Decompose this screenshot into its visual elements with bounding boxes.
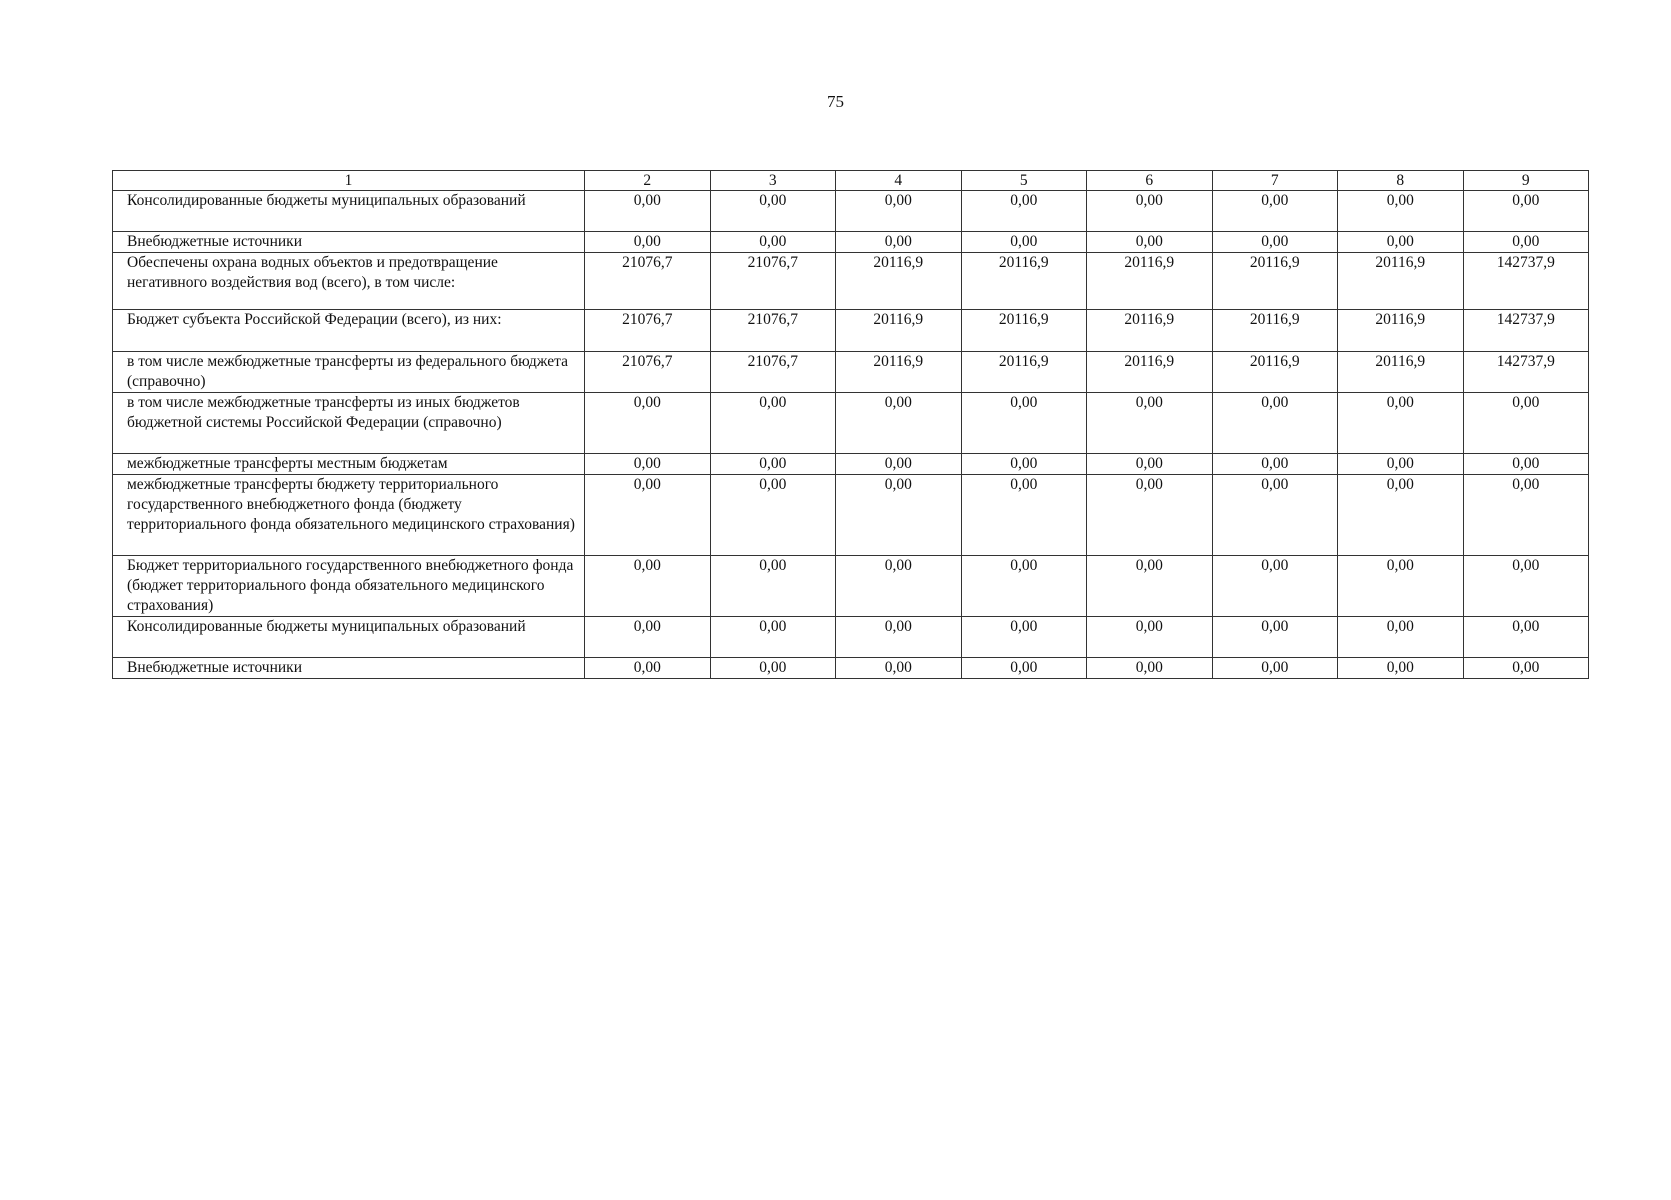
financing-table-container: [112, 170, 1588, 679]
cell-value: 0,00: [1087, 232, 1213, 253]
row-label: Бюджет территориального государственного внебюджетного фонда (бюджет территориального фонда обязательного медицинского страхования): [113, 556, 585, 617]
cell-value: 20116,9: [1212, 352, 1338, 393]
cell-value: 0,00: [961, 475, 1087, 556]
cell-value: 0,00: [1338, 658, 1464, 679]
cell-value: 0,00: [1338, 475, 1464, 556]
cell-value: 0,00: [1212, 191, 1338, 232]
cell-value: 0,00: [1087, 454, 1213, 475]
cell-value: 142737,9: [1463, 253, 1589, 310]
cell-value: 0,00: [1212, 475, 1338, 556]
cell-value: 20116,9: [961, 352, 1087, 393]
cell-value: 0,00: [710, 191, 836, 232]
table-header-row: [113, 171, 1589, 191]
cell-value: 0,00: [836, 475, 962, 556]
cell-value: 20116,9: [1087, 352, 1213, 393]
column-header: 2: [585, 171, 711, 191]
cell-value: 0,00: [1338, 556, 1464, 617]
cell-value: 0,00: [710, 556, 836, 617]
cell-value: 0,00: [1338, 232, 1464, 253]
cell-value: 0,00: [1212, 556, 1338, 617]
cell-value: 0,00: [961, 232, 1087, 253]
cell-value: 0,00: [585, 556, 711, 617]
cell-value: 0,00: [1463, 232, 1589, 253]
table-row: [113, 352, 1589, 393]
cell-value: 0,00: [585, 191, 711, 232]
cell-value: 0,00: [961, 454, 1087, 475]
cell-value: 0,00: [1338, 191, 1464, 232]
cell-value: 0,00: [836, 617, 962, 658]
column-header: 8: [1338, 171, 1464, 191]
row-label: Консолидированные бюджеты муниципальных образований: [113, 617, 585, 658]
column-header: 3: [710, 171, 836, 191]
row-label: межбюджетные трансферты местным бюджетам: [113, 454, 585, 475]
cell-value: 21076,7: [585, 352, 711, 393]
table-row: [113, 393, 1589, 454]
table-row: [113, 310, 1589, 352]
cell-value: 0,00: [1463, 191, 1589, 232]
cell-value: 0,00: [1463, 475, 1589, 556]
cell-value: 0,00: [585, 393, 711, 454]
cell-value: 0,00: [1463, 454, 1589, 475]
cell-value: 0,00: [961, 658, 1087, 679]
cell-value: 0,00: [1463, 658, 1589, 679]
column-header: 5: [961, 171, 1087, 191]
cell-value: 142737,9: [1463, 310, 1589, 352]
column-header: 1: [113, 171, 585, 191]
cell-value: 20116,9: [1338, 352, 1464, 393]
cell-value: 0,00: [585, 617, 711, 658]
cell-value: 0,00: [1212, 617, 1338, 658]
cell-value: 0,00: [1212, 454, 1338, 475]
row-label: Обеспечены охрана водных объектов и предотвращение негативного воздействия вод (всего), в том числе:: [113, 253, 585, 310]
cell-value: 20116,9: [836, 310, 962, 352]
cell-value: 0,00: [961, 556, 1087, 617]
table-row: [113, 556, 1589, 617]
cell-value: 20116,9: [1212, 310, 1338, 352]
cell-value: 0,00: [710, 232, 836, 253]
cell-value: 0,00: [1087, 393, 1213, 454]
row-label: Бюджет субъекта Российской Федерации (всего), из них:: [113, 310, 585, 352]
row-label: в том числе межбюджетные трансферты из федерального бюджета (справочно): [113, 352, 585, 393]
cell-value: 0,00: [1212, 658, 1338, 679]
cell-value: 0,00: [836, 393, 962, 454]
cell-value: 20116,9: [1087, 310, 1213, 352]
cell-value: 0,00: [1463, 617, 1589, 658]
row-label: межбюджетные трансферты бюджету территориального государственного внебюджетного фонда (бюджету территориального фонда обязательного медицинского страхования): [113, 475, 585, 556]
cell-value: 0,00: [710, 475, 836, 556]
cell-value: 0,00: [1087, 556, 1213, 617]
column-header: 4: [836, 171, 962, 191]
cell-value: 0,00: [585, 454, 711, 475]
cell-value: 0,00: [961, 617, 1087, 658]
cell-value: 0,00: [1212, 232, 1338, 253]
cell-value: 0,00: [1463, 393, 1589, 454]
cell-value: 0,00: [710, 454, 836, 475]
row-label: Консолидированные бюджеты муниципальных образований: [113, 191, 585, 232]
cell-value: 0,00: [710, 617, 836, 658]
cell-value: 20116,9: [961, 253, 1087, 310]
cell-value: 21076,7: [585, 253, 711, 310]
cell-value: 0,00: [1212, 393, 1338, 454]
cell-value: 0,00: [961, 191, 1087, 232]
page-number: 75: [827, 92, 844, 111]
cell-value: 20116,9: [1338, 253, 1464, 310]
cell-value: 20116,9: [1338, 310, 1464, 352]
cell-value: 20116,9: [1212, 253, 1338, 310]
column-header: 7: [1212, 171, 1338, 191]
cell-value: 0,00: [1338, 617, 1464, 658]
cell-value: 0,00: [1087, 475, 1213, 556]
cell-value: 21076,7: [710, 310, 836, 352]
cell-value: 0,00: [585, 475, 711, 556]
cell-value: 0,00: [961, 393, 1087, 454]
cell-value: 0,00: [836, 232, 962, 253]
cell-value: 0,00: [1463, 556, 1589, 617]
column-header: 9: [1463, 171, 1589, 191]
table-row: [113, 232, 1589, 253]
table-row: [113, 617, 1589, 658]
cell-value: 21076,7: [710, 352, 836, 393]
cell-value: 0,00: [836, 191, 962, 232]
cell-value: 0,00: [836, 556, 962, 617]
cell-value: 21076,7: [710, 253, 836, 310]
cell-value: 0,00: [1087, 191, 1213, 232]
cell-value: 20116,9: [836, 253, 962, 310]
column-header: 6: [1087, 171, 1213, 191]
cell-value: 0,00: [1338, 393, 1464, 454]
cell-value: 0,00: [710, 393, 836, 454]
financing-table: [112, 170, 1589, 679]
cell-value: 21076,7: [585, 310, 711, 352]
table-row: [113, 191, 1589, 232]
row-label: Внебюджетные источники: [113, 232, 585, 253]
table-row: [113, 253, 1589, 310]
row-label: Внебюджетные источники: [113, 658, 585, 679]
cell-value: 0,00: [710, 658, 836, 679]
table-row: [113, 658, 1589, 679]
table-row: [113, 475, 1589, 556]
cell-value: 20116,9: [1087, 253, 1213, 310]
cell-value: 0,00: [1087, 658, 1213, 679]
row-label: в том числе межбюджетные трансферты из иных бюджетов бюджетной системы Российской Федерации (справочно): [113, 393, 585, 454]
cell-value: 0,00: [585, 658, 711, 679]
table-row: [113, 454, 1589, 475]
cell-value: 0,00: [1087, 617, 1213, 658]
cell-value: 20116,9: [836, 352, 962, 393]
cell-value: 0,00: [836, 454, 962, 475]
cell-value: 0,00: [1338, 454, 1464, 475]
cell-value: 0,00: [836, 658, 962, 679]
cell-value: 20116,9: [961, 310, 1087, 352]
cell-value: 142737,9: [1463, 352, 1589, 393]
cell-value: 0,00: [585, 232, 711, 253]
